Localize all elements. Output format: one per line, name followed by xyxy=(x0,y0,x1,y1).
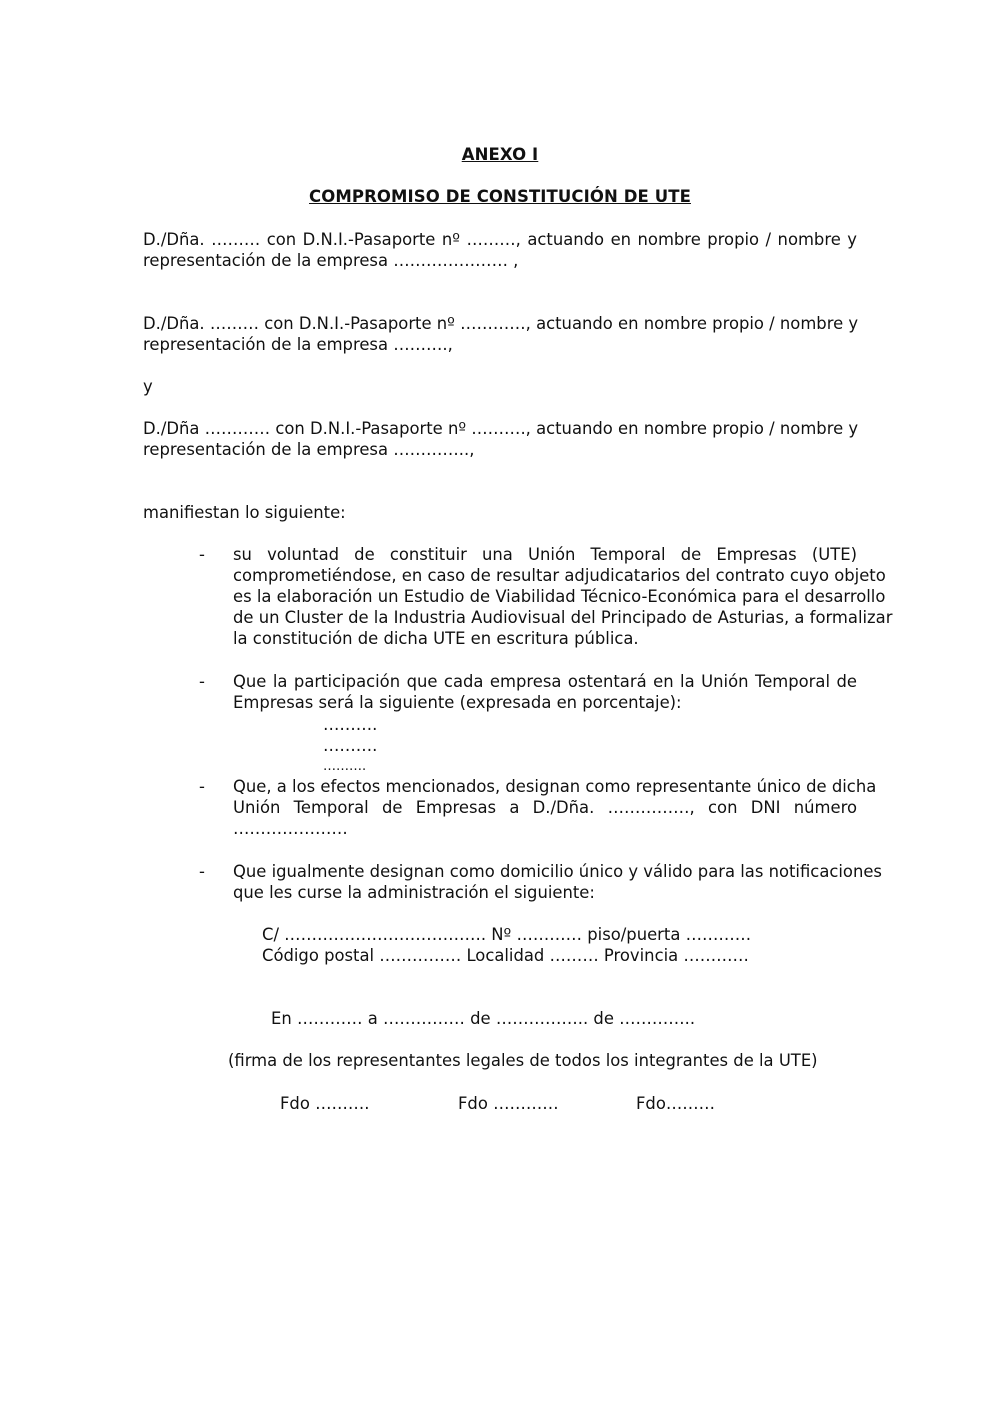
signature-field-2: Fdo ………… xyxy=(458,1094,559,1113)
address-line-1: C/ ………………………………. Nº ………… piso/puerta ………… xyxy=(262,925,752,944)
bullet-marker-4: - xyxy=(199,862,205,881)
bullet-3-line: ………………… xyxy=(233,819,348,838)
bullet-3-line: Que, a los efectos mencionados, designan como representante único de dicha xyxy=(233,777,877,796)
percentage-blank-2: ………. xyxy=(323,736,378,755)
party-1-line-2: representación de la empresa ………………… , xyxy=(143,251,519,270)
party-1-paragraph xyxy=(143,229,857,271)
party-2-line-1: D./Dña. ……… con D.N.I.-Pasaporte nº …………, actuando en nombre propio / nombre y xyxy=(143,314,859,333)
bullet-4-paragraph xyxy=(233,861,882,903)
bullet-2-line: Que la participación que cada empresa ostentará en la Unión Temporal de xyxy=(233,672,857,691)
bullet-1-line: comprometiéndose, en caso de resultar adjudicatarios del contrato cuyo objeto xyxy=(233,566,886,585)
bullet-marker-2: - xyxy=(199,672,205,691)
bullet-2-line: Empresas será la siguiente (expresada en porcentaje): xyxy=(233,693,682,712)
signature-field-3: Fdo……… xyxy=(636,1094,716,1113)
bullet-3-line: Unión Temporal de Empresas a D./Dña. ……………, con DNI número xyxy=(233,798,857,817)
annex-title: ANEXO I xyxy=(461,145,539,164)
party-3-paragraph xyxy=(143,418,857,460)
bullet-marker-1: - xyxy=(199,545,205,564)
bullet-4-line: Que igualmente designan como domicilio único y válido para las notificaciones xyxy=(233,862,882,881)
bullet-1-paragraph xyxy=(233,544,893,649)
address-line-2: Código postal …………… Localidad ……… Provincia ………… xyxy=(262,946,749,965)
date-line: En ………… a …………… de …………….. de ………….. xyxy=(271,1009,696,1028)
party-1-line-1: D./Dña. ……… con D.N.I.-Pasaporte nº ………, actuando en nombre propio / nombre y xyxy=(143,230,857,249)
bullet-2-paragraph xyxy=(233,671,857,713)
signature-note: (firma de los representantes legales de todos los integrantes de la UTE) xyxy=(228,1051,818,1070)
bullet-1-line: es la elaboración un Estudio de Viabilidad Técnico-Económica para el desarrollo xyxy=(233,587,886,606)
intro-text: manifiestan lo siguiente: xyxy=(143,503,346,522)
party-2-line-2: representación de la empresa ………., xyxy=(143,335,453,354)
bullet-1-line: de un Cluster de la Industria Audiovisual del Principado de Asturias, a formalizar xyxy=(233,608,893,627)
bullet-3-paragraph xyxy=(233,776,877,839)
percentage-blank-3: ………. xyxy=(323,759,367,774)
bullet-1-line: la constitución de dicha UTE en escritura pública. xyxy=(233,629,639,648)
party-2-paragraph xyxy=(143,313,857,355)
bullet-marker-3: - xyxy=(199,777,205,796)
signature-field-1: Fdo ………. xyxy=(280,1094,370,1113)
party-3-line-1: D./Dña ………… con D.N.I.-Pasaporte nº ………., actuando en nombre propio / nombre y xyxy=(143,419,859,438)
bullet-1-line: su voluntad de constituir una Unión Temporal de Empresas (UTE) xyxy=(233,545,857,564)
percentage-blank-1: ………. xyxy=(323,715,378,734)
document-subtitle: COMPROMISO DE CONSTITUCIÓN DE UTE xyxy=(309,187,691,206)
party-3-line-2: representación de la empresa ………….., xyxy=(143,440,475,459)
conjunction-text: y xyxy=(143,377,153,396)
bullet-4-line: que les curse la administración el siguiente: xyxy=(233,883,595,902)
